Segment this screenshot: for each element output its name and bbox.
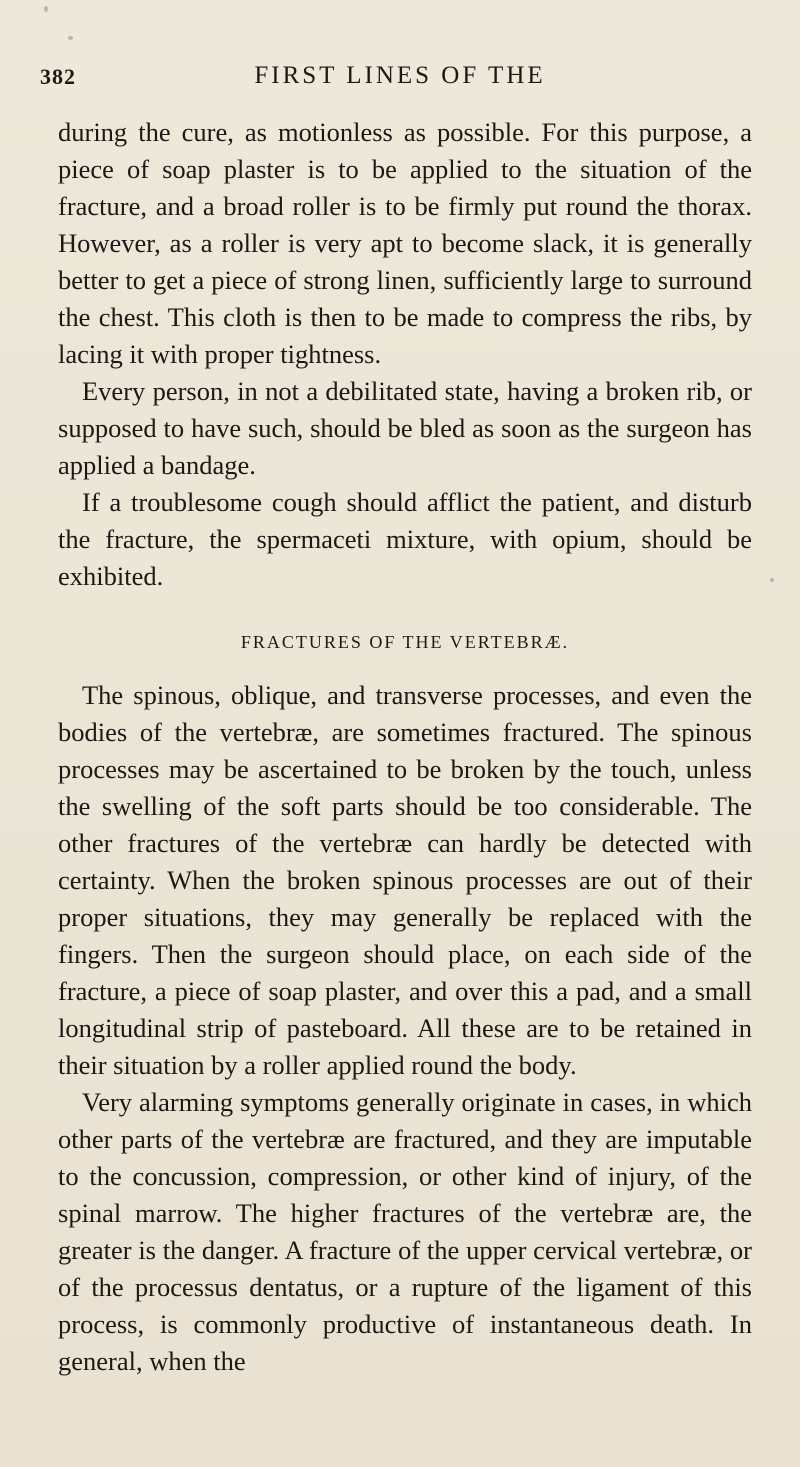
paragraph: Very alarming symptoms generally originate in cases, in which other parts of the vertebræ are fractured, and they are imputable to the concussion, compression, or other kind of injury, of the spinal marrow. The higher fractures of the vertebræ are, the greater is the danger. A fracture of the upper cervical vertebræ, or of the processus dentatus, or a rupture of the ligament of this process, is commonly productive of instantaneous death. In general, when the — [58, 1087, 752, 1376]
paragraph: Every person, in not a debilitated state, having a broken rib, or supposed to have such, should be bled as soon as the surgeon has applied a bandage. — [58, 376, 752, 480]
page-number: 382 — [40, 64, 76, 89]
page-header — [40, 56, 760, 96]
body-text — [58, 114, 752, 1380]
ink-speck — [68, 36, 73, 40]
running-head: FIRST LINES OF THE — [254, 62, 546, 89]
paragraph: If a troublesome cough should afflict the patient, and disturb the fracture, the spermaceti mixture, with opium, should be exhibited. — [58, 487, 752, 591]
ink-speck — [770, 578, 774, 582]
ink-speck — [44, 6, 48, 12]
paragraph-continuation: during the cure, as motionless as possible. For this purpose, a piece of soap plaster is to be applied to the situation of the fracture, and a broad roller is to be firmly put round the thorax. However, as a roller is very apt to become slack, it is generally better to get a piece of strong linen, sufficiently large to surround the chest. This cloth is then to be made to compress the ribs, by lacing it with proper tightness. — [58, 117, 752, 369]
paragraph: The spinous, oblique, and transverse processes, and even the bodies of the vertebræ, are sometimes fractured. The spinous processes may be ascertained to be broken by the touch, unless the swelling of the soft parts should be too considerable. The other fractures of the vertebræ can hardly be detected with certainty. When the broken spinous processes are out of their proper situations, they may generally be replaced with the fingers. Then the surgeon should place, on each side of the fracture, a piece of soap plaster, and over this a pad, and a small longitudinal strip of pasteboard. All these are to be retained in their situation by a roller applied round the body. — [58, 680, 752, 1080]
section-heading: FRACTURES OF THE VERTEBRÆ. — [240, 632, 570, 652]
